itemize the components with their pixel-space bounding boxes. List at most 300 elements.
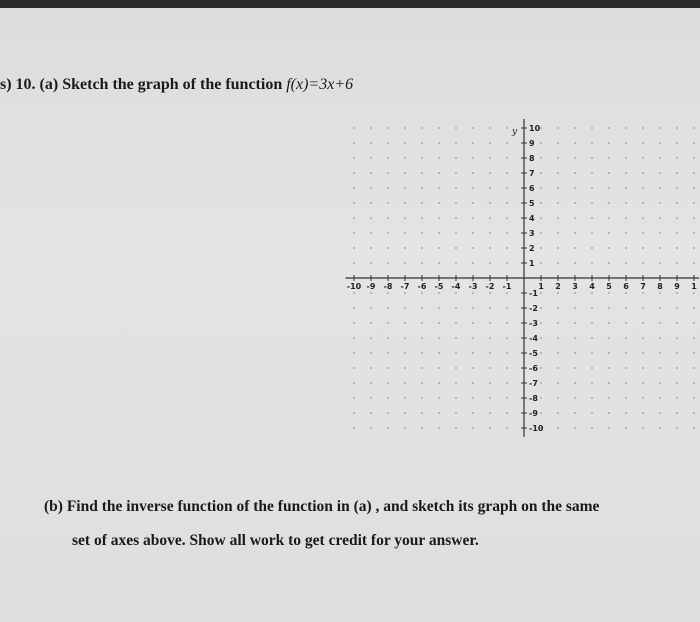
function-expression: f(x)=3x+6: [286, 76, 354, 93]
grid-dot: [404, 232, 406, 234]
grid-dot: [608, 382, 610, 384]
grid-dot: [472, 232, 474, 234]
grid-dot: [489, 142, 491, 144]
grid-dot: [574, 262, 576, 264]
grid-dot: [557, 217, 559, 219]
grid-dot: [591, 142, 593, 144]
grid-dot: [353, 397, 355, 399]
grid-dot: [574, 202, 576, 204]
x-tick-label: 1: [691, 282, 697, 291]
grid-dot: [506, 127, 508, 129]
grid-dot: [370, 157, 372, 159]
grid-dot: [625, 262, 627, 264]
grid-dot: [540, 292, 542, 294]
y-tick-label: -5: [529, 349, 538, 358]
grid-dot: [591, 187, 593, 189]
grid-dot: [608, 397, 610, 399]
grid-dot: [489, 367, 491, 369]
grid-dot: [625, 337, 627, 339]
grid-dot: [574, 247, 576, 249]
grid-dot: [404, 142, 406, 144]
grid-dot: [353, 292, 355, 294]
y-tick-label: -9: [529, 409, 538, 418]
grid-dot: [353, 367, 355, 369]
part-b-line1: (b) Find the inverse function of the function in (a) , and sketch its graph on the same: [44, 498, 600, 515]
grid-dot: [625, 127, 627, 129]
grid-dot: [642, 367, 644, 369]
grid-dot: [557, 142, 559, 144]
grid-dot: [353, 337, 355, 339]
x-tick-label: -10: [346, 282, 362, 291]
grid-dot: [472, 412, 474, 414]
grid-dot: [659, 232, 661, 234]
grid-dot: [438, 187, 440, 189]
grid-dot: [353, 307, 355, 309]
grid-dot: [557, 172, 559, 174]
grid-dot: [404, 412, 406, 414]
grid-dot: [676, 127, 678, 129]
grid-dot: [693, 217, 695, 219]
grid-dot: [659, 352, 661, 354]
grid-dot: [625, 322, 627, 324]
grid-dot: [557, 187, 559, 189]
grid-dot: [608, 172, 610, 174]
grid-dot: [693, 427, 695, 429]
grid-dot: [455, 127, 457, 129]
y-tick-label: 9: [529, 139, 535, 148]
grid-dot: [693, 187, 695, 189]
grid-dot: [353, 232, 355, 234]
grid-dot: [404, 187, 406, 189]
x-tick-label: 7: [640, 282, 646, 291]
grid-dot: [625, 397, 627, 399]
grid-dot: [370, 427, 372, 429]
grid-dot: [574, 322, 576, 324]
grid-dot: [625, 217, 627, 219]
grid-dot: [421, 367, 423, 369]
grid-dot: [404, 427, 406, 429]
grid-dot: [642, 382, 644, 384]
grid-dot: [642, 232, 644, 234]
grid-dot: [489, 127, 491, 129]
grid-dot: [421, 157, 423, 159]
grid-dot: [659, 337, 661, 339]
grid-dot: [438, 247, 440, 249]
y-tick-label: 5: [529, 199, 535, 208]
grid-dot: [574, 412, 576, 414]
grid-dot: [421, 427, 423, 429]
grid-dot: [387, 232, 389, 234]
grid-dot: [625, 172, 627, 174]
grid-dot: [625, 292, 627, 294]
grid-dot: [387, 412, 389, 414]
grid-dot: [421, 397, 423, 399]
grid-dot: [506, 397, 508, 399]
grid-dot: [438, 352, 440, 354]
grid-dot: [370, 127, 372, 129]
grid-dot: [642, 127, 644, 129]
grid-dot: [642, 397, 644, 399]
grid-dot: [676, 262, 678, 264]
grid-dot: [659, 307, 661, 309]
grid-dot: [387, 397, 389, 399]
grid-dot: [693, 397, 695, 399]
grid-dot: [472, 322, 474, 324]
grid-dot: [387, 217, 389, 219]
grid-dot: [591, 127, 593, 129]
grid-dot: [438, 307, 440, 309]
grid-dot: [404, 307, 406, 309]
grid-dot: [693, 172, 695, 174]
grid-dot: [540, 142, 542, 144]
grid-dot: [642, 247, 644, 249]
grid-dot: [404, 382, 406, 384]
grid-dot: [574, 217, 576, 219]
grid-dot: [421, 292, 423, 294]
grid-dot: [353, 427, 355, 429]
grid-dot: [608, 427, 610, 429]
grid-dot: [557, 247, 559, 249]
y-tick-label: 8: [529, 154, 535, 163]
grid-dot: [455, 292, 457, 294]
grid-dot: [625, 352, 627, 354]
grid-dot: [387, 187, 389, 189]
grid-dot: [693, 367, 695, 369]
grid-dot: [472, 157, 474, 159]
grid-dot: [353, 187, 355, 189]
grid-dot: [591, 157, 593, 159]
grid-dot: [693, 262, 695, 264]
grid-dot: [642, 337, 644, 339]
grid-dot: [472, 397, 474, 399]
grid-dot: [642, 322, 644, 324]
grid-dot: [370, 232, 372, 234]
grid-dot: [370, 397, 372, 399]
grid-dot: [591, 307, 593, 309]
grid-dot: [540, 202, 542, 204]
grid-dot: [353, 247, 355, 249]
grid-dot: [676, 172, 678, 174]
grid-dot: [676, 232, 678, 234]
grid-dot: [353, 382, 355, 384]
grid-dot: [557, 382, 559, 384]
grid-dot: [472, 247, 474, 249]
grid-dot: [438, 367, 440, 369]
grid-dot: [608, 127, 610, 129]
grid-dot: [540, 127, 542, 129]
x-tick-label: -6: [417, 282, 427, 291]
grid-dot: [608, 337, 610, 339]
grid-dot: [455, 142, 457, 144]
grid-dot: [353, 352, 355, 354]
grid-dot: [557, 262, 559, 264]
grid-dot: [557, 352, 559, 354]
grid-dot: [591, 382, 593, 384]
y-tick-label: -3: [529, 319, 538, 328]
grid-dot: [506, 367, 508, 369]
grid-dot: [455, 232, 457, 234]
grid-dot: [676, 427, 678, 429]
grid-dot: [421, 262, 423, 264]
grid-dot: [404, 127, 406, 129]
grid-dot: [404, 337, 406, 339]
grid-dot: [591, 262, 593, 264]
grid-dot: [455, 157, 457, 159]
grid-dot: [387, 172, 389, 174]
grid-dot: [404, 172, 406, 174]
grid-dot: [506, 307, 508, 309]
grid-dot: [472, 127, 474, 129]
grid-dot: [591, 202, 593, 204]
grid-dot: [676, 352, 678, 354]
grid-dot: [557, 232, 559, 234]
grid-dot: [370, 307, 372, 309]
grid-dot: [642, 172, 644, 174]
grid-dot: [353, 142, 355, 144]
grid-dot: [540, 232, 542, 234]
grid-dot: [438, 337, 440, 339]
grid-dot: [591, 232, 593, 234]
grid-dot: [438, 322, 440, 324]
grid-dot: [608, 262, 610, 264]
grid-dot: [489, 172, 491, 174]
grid-dot: [591, 412, 593, 414]
grid-dot: [387, 382, 389, 384]
grid-dot: [506, 172, 508, 174]
grid-dot: [404, 247, 406, 249]
grid-dot: [608, 187, 610, 189]
grid-dot: [659, 382, 661, 384]
grid-dot: [387, 337, 389, 339]
grid-dot: [421, 172, 423, 174]
grid-dot: [455, 367, 457, 369]
grid-dot: [506, 142, 508, 144]
grid-dot: [370, 322, 372, 324]
grid-dot: [693, 127, 695, 129]
grid-dot: [625, 187, 627, 189]
grid-dot: [370, 337, 372, 339]
grid-dot: [489, 247, 491, 249]
grid-dot: [489, 322, 491, 324]
grid-dot: [557, 337, 559, 339]
grid-dot: [676, 202, 678, 204]
part-b-line2: set of axes above. Show all work to get credit for your answer.: [72, 532, 479, 549]
grid-dot: [455, 322, 457, 324]
grid-dot: [642, 307, 644, 309]
grid-dot: [353, 127, 355, 129]
grid-dot: [506, 157, 508, 159]
grid-dot: [489, 202, 491, 204]
grid-dot: [353, 217, 355, 219]
grid-dot: [591, 427, 593, 429]
grid-dot: [387, 247, 389, 249]
y-tick-label: -1: [529, 289, 538, 298]
grid-dot: [642, 157, 644, 159]
grid-dot: [659, 262, 661, 264]
grid-dot: [676, 397, 678, 399]
x-tick-label: -8: [383, 282, 393, 291]
y-tick-label: -4: [529, 334, 538, 343]
grid-dot: [625, 232, 627, 234]
grid-dot: [693, 157, 695, 159]
grid-dot: [625, 412, 627, 414]
grid-dot: [472, 187, 474, 189]
grid-dot: [608, 367, 610, 369]
grid-dot: [421, 217, 423, 219]
grid-dot: [506, 262, 508, 264]
y-axis-label: y: [512, 127, 518, 137]
grid-dot: [387, 202, 389, 204]
grid-dot: [676, 247, 678, 249]
grid-dot: [625, 307, 627, 309]
grid-dot: [659, 367, 661, 369]
grid-dot: [540, 262, 542, 264]
grid-dot: [625, 427, 627, 429]
grid-dot: [540, 382, 542, 384]
y-tick-label: 10: [529, 124, 541, 133]
grid-dot: [574, 397, 576, 399]
grid-dot: [625, 142, 627, 144]
grid-dot: [370, 352, 372, 354]
grid-dot: [489, 427, 491, 429]
grid-dot: [421, 352, 423, 354]
grid-dot: [574, 187, 576, 189]
grid-dot: [540, 412, 542, 414]
grid-dot: [370, 382, 372, 384]
grid-dot: [387, 352, 389, 354]
grid-dot: [574, 307, 576, 309]
grid-dot: [472, 307, 474, 309]
grid-dot: [540, 337, 542, 339]
grid-dot: [574, 382, 576, 384]
grid-dot: [693, 337, 695, 339]
grid-dot: [557, 367, 559, 369]
grid-dot: [506, 247, 508, 249]
grid-dot: [591, 352, 593, 354]
grid-dot: [557, 307, 559, 309]
question-10b: [44, 490, 654, 558]
grid-dot: [540, 352, 542, 354]
grid-dot: [693, 142, 695, 144]
grid-dot: [676, 157, 678, 159]
grid-dot: [489, 217, 491, 219]
grid-dot: [625, 157, 627, 159]
grid-dot: [659, 247, 661, 249]
grid-dot: [557, 322, 559, 324]
grid-dot: [472, 217, 474, 219]
grid-dot: [489, 262, 491, 264]
grid-dot: [659, 202, 661, 204]
x-tick-label: -7: [400, 282, 410, 291]
grid-dot: [438, 427, 440, 429]
grid-dot: [438, 157, 440, 159]
grid-dot: [506, 202, 508, 204]
grid-dot: [574, 232, 576, 234]
grid-dot: [540, 397, 542, 399]
grid-dot: [506, 187, 508, 189]
grid-dot: [659, 322, 661, 324]
grid-dot: [574, 292, 576, 294]
grid-dot: [591, 397, 593, 399]
grid-dot: [642, 412, 644, 414]
grid-dot: [676, 292, 678, 294]
grid-dot: [438, 292, 440, 294]
grid-dot: [404, 202, 406, 204]
grid-dot: [608, 142, 610, 144]
grid-dot: [421, 322, 423, 324]
grid-dot: [489, 292, 491, 294]
grid-dot: [608, 217, 610, 219]
grid-dot: [608, 307, 610, 309]
grid-dot: [693, 322, 695, 324]
grid-dot: [591, 322, 593, 324]
grid-dot: [438, 232, 440, 234]
grid-dot: [574, 427, 576, 429]
x-tick-label: 4: [589, 282, 595, 291]
grid-dot: [353, 202, 355, 204]
grid-dot: [387, 427, 389, 429]
x-tick-label: 3: [572, 282, 578, 291]
y-tick-label: -8: [529, 394, 538, 403]
grid-dot: [455, 217, 457, 219]
y-tick-label: 1: [529, 259, 535, 268]
grid-dot: [676, 322, 678, 324]
grid-dot: [642, 217, 644, 219]
grid-dot: [642, 187, 644, 189]
grid-dot: [676, 307, 678, 309]
grid-dot: [557, 292, 559, 294]
grid-dot: [693, 307, 695, 309]
grid-dot: [438, 202, 440, 204]
grid-dot: [455, 187, 457, 189]
grid-dot: [489, 307, 491, 309]
grid-dot: [387, 262, 389, 264]
grid-dot: [489, 352, 491, 354]
x-tick-label: 9: [674, 282, 680, 291]
grid-dot: [455, 172, 457, 174]
grid-dot: [387, 142, 389, 144]
grid-dot: [642, 142, 644, 144]
grid-dot: [438, 142, 440, 144]
y-tick-label: 4: [529, 214, 535, 223]
grid-dot: [387, 307, 389, 309]
grid-dot: [608, 412, 610, 414]
grid-dot: [557, 157, 559, 159]
grid-dot: [693, 232, 695, 234]
grid-dot: [489, 337, 491, 339]
grid-dot: [608, 202, 610, 204]
grid-dot: [506, 322, 508, 324]
grid-dot: [574, 337, 576, 339]
grid-dot: [574, 367, 576, 369]
grid-dot: [438, 127, 440, 129]
grid-dot: [659, 157, 661, 159]
grid-dot: [455, 307, 457, 309]
grid-dot: [489, 412, 491, 414]
grid-dot: [353, 172, 355, 174]
grid-dot: [676, 367, 678, 369]
grid-dot: [642, 262, 644, 264]
grid-dot: [404, 262, 406, 264]
x-tick-label: -1: [502, 282, 512, 291]
grid-dot: [370, 262, 372, 264]
grid-dot: [455, 397, 457, 399]
y-tick-label: -10: [529, 424, 544, 433]
grid-dot: [353, 412, 355, 414]
grid-dot: [421, 187, 423, 189]
grid-dot: [353, 157, 355, 159]
grid-dot: [659, 127, 661, 129]
